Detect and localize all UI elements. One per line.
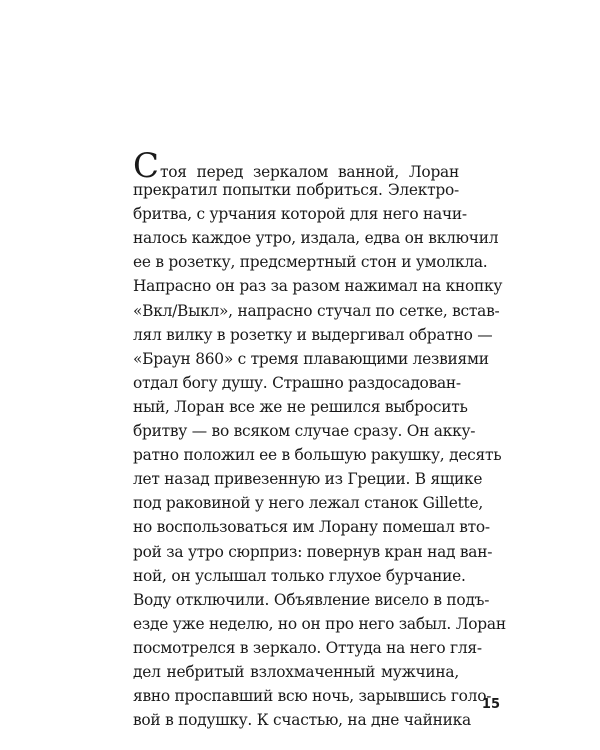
first-line-text: тоя перед зеркалом ванной, Лоран: [160, 163, 459, 181]
paragraph-line: налось каждое утро, издала, едва он включил: [133, 229, 499, 248]
paragraph-line: «Браун 860» с тремя плавающими лезвиями: [133, 349, 489, 368]
paragraph-line: под раковиной у него лежал станок Gillette,: [133, 494, 483, 513]
paragraph-line: бритву — во всяком случае сразу. Он акку-: [133, 422, 476, 441]
paragraph-line: рой за утро сюрприз: повернув кран над ван-: [133, 542, 493, 561]
paragraph-line: ной, он услышал только глухое бурчание.: [133, 566, 466, 585]
paragraph-line: лет назад привезенную из Греции. В ящике: [133, 470, 483, 489]
paragraph-line: [133, 146, 459, 186]
paragraph-line: дел небритый взлохмаченный мужчина,: [133, 662, 459, 681]
paragraph-line: отдал богу душу. Страшно раздосадован-: [133, 373, 461, 392]
paragraph-line: бритва, с урчания которой для него начи-: [133, 205, 467, 224]
paragraph-line: но воспользоваться им Лорану помешал вто-: [133, 518, 490, 537]
paragraph-line: вой в подушку. К счастью, на дне чайника: [133, 711, 471, 730]
page-number: 15: [481, 697, 500, 712]
paragraph-line: езде уже неделю, но он про него забыл. Лоран: [133, 614, 506, 633]
paragraph-line: посмотрелся в зеркало. Оттуда на него гля-: [133, 638, 482, 657]
paragraph-line: «Вкл/Выкл», напрасно стучал по сетке, встав-: [133, 301, 500, 320]
paragraph-line: ее в розетку, предсмертный стон и умолкла.: [133, 253, 488, 272]
paragraph-line: Напрасно он раз за разом нажимал на кнопку: [133, 277, 503, 296]
paragraph-line: ный, Лоран все же не решился выбросить: [133, 397, 468, 416]
paragraph-line: ратно положил ее в большую ракушку, десять: [133, 446, 502, 465]
paragraph-line: лял вилку в розетку и выдергивал обратно —: [133, 325, 493, 344]
paragraph-line: прекратил попытки побриться. Электро-: [133, 181, 459, 200]
paragraph-line: явно проспавший всю ночь, зарывшись голо-: [133, 687, 492, 706]
paragraph-line: Воду отключили. Объявление висело в подъ-: [133, 590, 490, 609]
drop-cap: С: [133, 146, 160, 186]
